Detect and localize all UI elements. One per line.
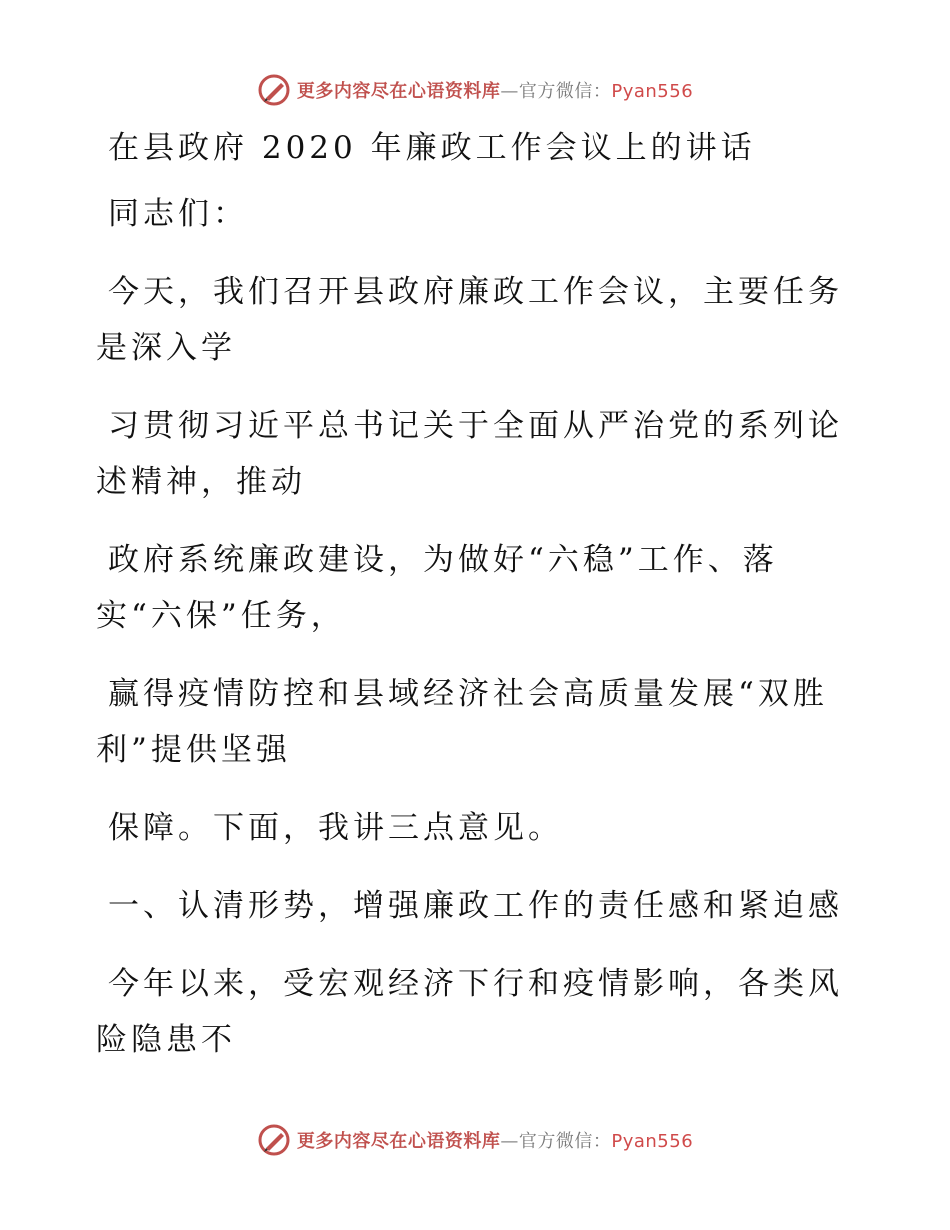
document-title: 在县政府 2020 年廉政工作会议上的讲话: [108, 130, 756, 166]
paragraph-line: 险隐患不: [96, 1022, 236, 1058]
paragraph-line: 习贯彻习近平总书记关于全面从严治党的系列论: [108, 408, 843, 444]
banner-wechat-label: 官方微信：: [518, 1131, 612, 1152]
paragraph: [96, 264, 843, 376]
banner-dash: —: [500, 1131, 519, 1152]
paragraph-line: 政府系统廉政建设，为做好“六稳”工作、落: [108, 542, 778, 578]
paragraph-line: 今天，我们召开县政府廉政工作会议，主要任务: [108, 274, 843, 310]
banner-wechat-label: 官方微信：: [518, 81, 612, 102]
banner-wechat-id: Pyan556: [611, 1131, 694, 1152]
paragraph: [96, 398, 843, 510]
banner-main-text: 更多内容尽在心语资料库: [296, 1131, 501, 1152]
header-banner: [0, 70, 950, 110]
paragraph-line: 实“六保”任务，: [96, 598, 346, 634]
banner-text: [297, 77, 693, 103]
document-body: [96, 120, 843, 1068]
paragraph-line: 赢得疫情防控和县域经济社会高质量发展“双胜: [108, 676, 828, 712]
salutation: 同志们：: [108, 196, 248, 232]
paragraph: [96, 532, 836, 644]
paragraph-line: 述精神，推动: [96, 464, 306, 500]
banner-text: [297, 1127, 693, 1153]
section-heading: 一、认清形势，增强廉政工作的责任感和紧迫感: [108, 888, 843, 924]
banner-wechat-id: Pyan556: [611, 81, 694, 102]
paragraph: [96, 666, 836, 778]
pen-logo-icon: [257, 73, 291, 107]
banner-dash: —: [500, 81, 519, 102]
pen-logo-icon: [257, 1123, 291, 1157]
paragraph-line: 是深入学: [96, 330, 236, 366]
paragraph-line: 今年以来，受宏观经济下行和疫情影响，各类风: [108, 966, 843, 1002]
closing-line: 保障。下面，我讲三点意见。: [108, 810, 563, 846]
paragraph-line: 利”提供坚强: [96, 732, 291, 768]
paragraph: [96, 956, 843, 1068]
banner-main-text: 更多内容尽在心语资料库: [296, 81, 501, 102]
footer-banner: [0, 1120, 950, 1160]
